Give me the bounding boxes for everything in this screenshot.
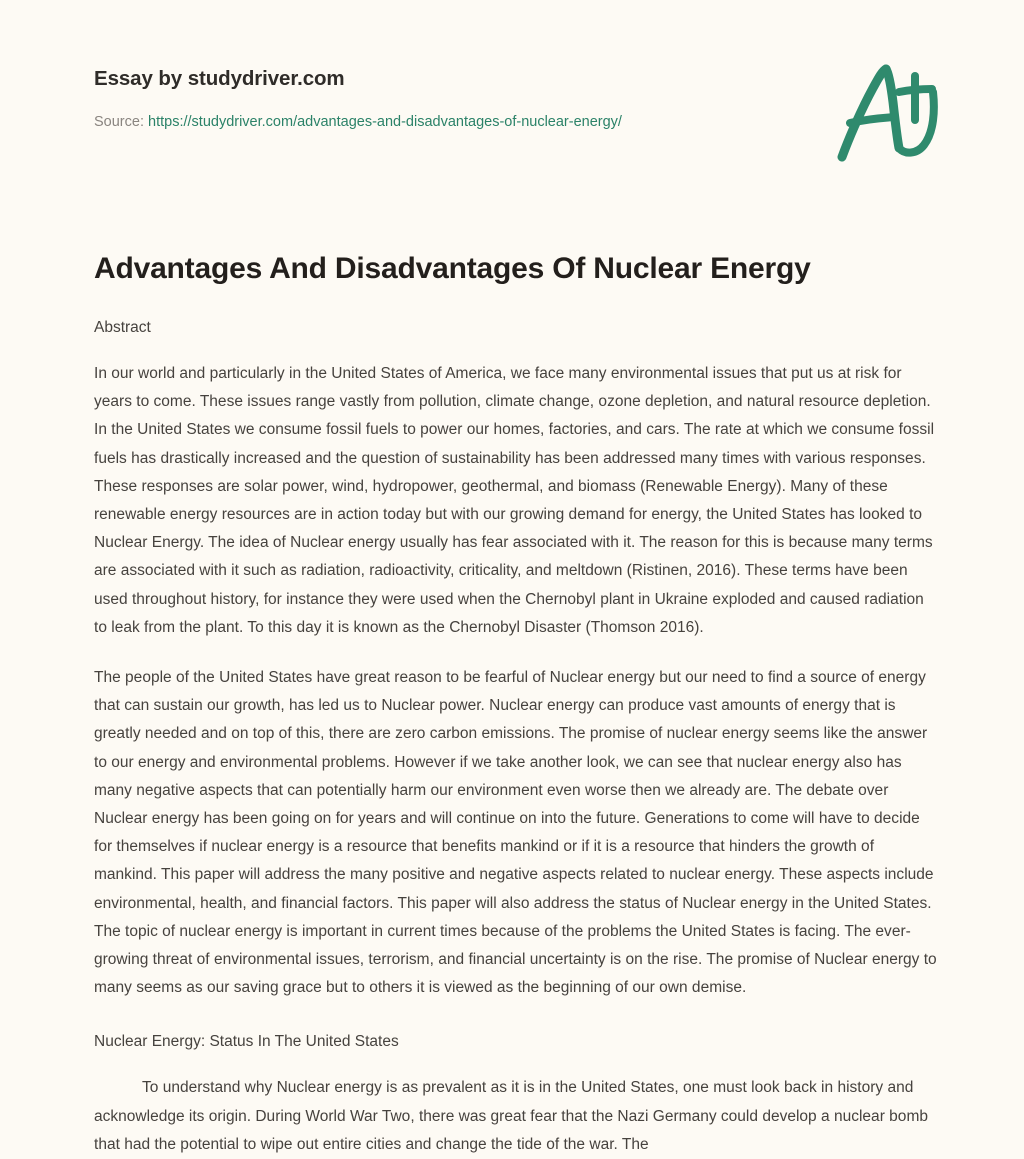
abstract-paragraph-2: The people of the United States have great reason to be fearful of Nuclear energy but our need to find a source of energy that can sustain our growth, has led us to Nuclear power. Nuclear energy can produce vast amounts of energy that is greatly needed and on top of this, there are zero carbon emissions. The promise of nuclear energy seems like the answer to our energy and environmental problems. However if we take another look, we can see that nuclear energy also has many negative aspects that can potentially harm our environment even worse then we already are. The debate over Nuclear energy has been going on for years and will continue on into the future. Generations to come will have to decide for themselves if nuclear energy is a resource that benefits mankind or if it is a resource that hinders the growth of mankind. This paper will address the many positive and negative aspects related to nuclear energy. These aspects include environmental, health, and financial factors. This paper will also address the status of Nuclear energy in the United States. The topic of nuclear energy is important in current times because of the problems the United States is facing. The ever-growing threat of environmental issues, terrorism, and financial uncertainty is on the rise. The promise of Nuclear energy to many seems as our saving grace but to others it is viewed as the beginning of our own demise. [94,669,937,997]
source-url-link[interactable]: https://studydriver.com/advantages-and-disadvantages-of-nuclear-energy/ [148,114,622,130]
studydriver-logo[interactable] [829,58,949,168]
header-text-block [94,66,794,132]
document-body [94,250,939,1159]
section-paragraph-1: To understand why Nuclear energy is as prevalent as it is in the United States, one must look back in history and acknowledge its origin. During World War Two, there was great fear that the Nazi Germany could develop a nuclear bomb that had the potential to wipe out entire cities and change the tide of the war. The [94,1079,928,1153]
abstract-paragraph-1: In our world and particularly in the United States of America, we face many environmental issues that put us at risk for years to come. These issues range vastly from pollution, climate change, ozone depletion, and natural resource depletion. In the United States we consume fossil fuels to power our homes, factories, and cars. The rate at which we consume fossil fuels has drastically increased and the question of sustainability has been addressed many times with various responses. These responses are solar power, wind, hydropower, geothermal, and biomass (Renewable Energy). Many of these renewable energy resources are in action today but with our growing demand for energy, the United States has looked to Nuclear Energy. The idea of Nuclear energy usually has fear associated with it. The reason for this is because many terms are associated with it such as radiation, radioactivity, criticality, and meltdown (Ristinen, 2016). These terms have been used throughout history, for instance they were used when the Chernobyl plant in Ukraine exploded and caused radiation to leak from the plant. To this day it is known as the Chernobyl Disaster (Thomson 2016). [94,365,935,636]
source-label: Source: [94,114,144,130]
a-plus-logo-icon [829,58,949,168]
document-header [0,0,1024,200]
section-heading-status-us: Nuclear Energy: Status In The United States [94,1033,399,1051]
page-title: Advantages And Disadvantages Of Nuclear Energy [94,252,811,285]
source-line [94,112,794,132]
essay-by-label: Essay by studydriver.com [94,67,345,90]
abstract-heading: Abstract [94,319,151,336]
